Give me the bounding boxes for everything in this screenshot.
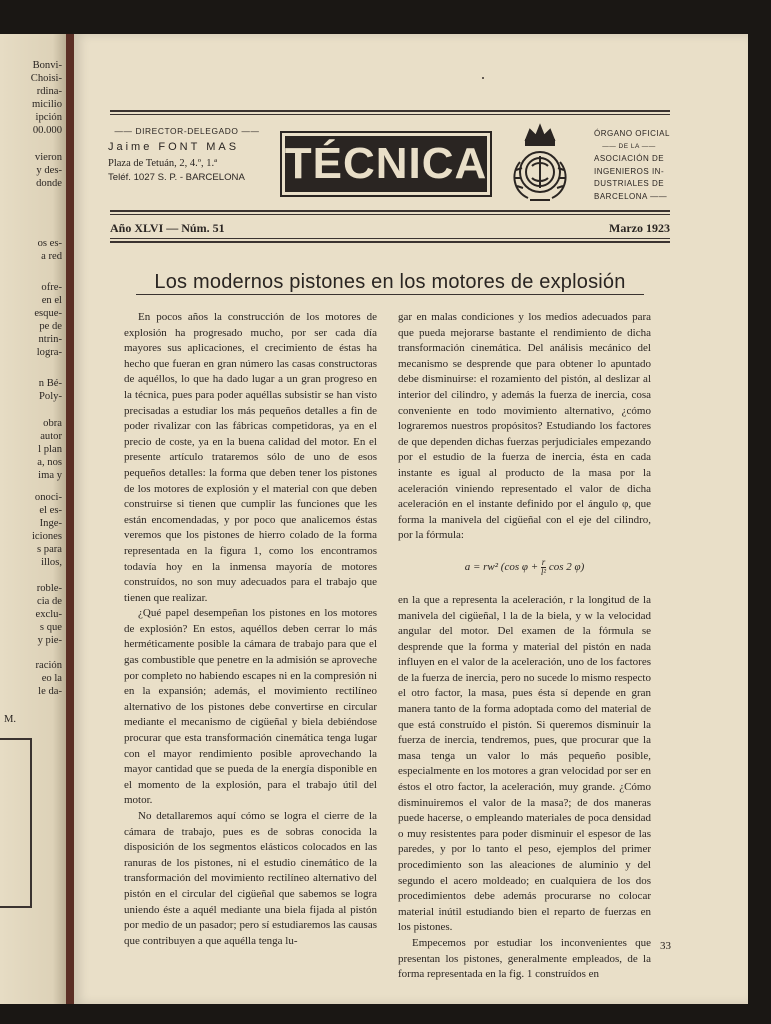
previous-page-fragment: [0, 34, 68, 1004]
acceleration-formula: [398, 558, 651, 577]
top-rule-thin: [110, 114, 670, 115]
organ-line: INGENIEROS IN-: [594, 166, 665, 176]
article-column-left: [124, 310, 377, 949]
masthead-title: TÉCNICA: [284, 139, 488, 188]
prev-page-text-fragment: s que: [39, 622, 62, 633]
prev-page-text-fragment: Poly-: [39, 391, 62, 402]
prev-page-text-fragment: vieron: [34, 152, 62, 163]
association-emblem-icon: [506, 122, 574, 210]
prev-page-text-fragment: y des-: [36, 165, 62, 176]
prev-page-text-fragment: esque-: [34, 308, 62, 319]
formula-denominator: l²: [540, 566, 547, 577]
speck: [482, 77, 484, 79]
issue-date: Marzo 1923: [609, 221, 670, 235]
prev-page-text-fragment: obra: [43, 418, 62, 429]
prev-page-text-fragment: ración: [35, 660, 62, 671]
prev-page-text-fragment: eo la: [41, 673, 62, 684]
formula-rhs: cos 2 φ): [546, 560, 585, 573]
prev-page-text-fragment: a red: [41, 251, 62, 262]
prev-page-text-fragment: l plan: [38, 444, 62, 455]
prev-page-text-fragment: exclu-: [35, 609, 62, 620]
organ-line: DUSTRIALES DE: [594, 179, 665, 188]
mid-rule-thick: [110, 210, 670, 212]
paragraph: Empecemos por estudiar los inconvenientes que presentan los pistones, generalmente empleados, de la forma representada en la fig. 1 construídos en: [398, 936, 651, 981]
paragraph: No detallaremos aquí cómo se logra el cierre de la cámara de trabajo, pues es de sobras conocida la disposición de los segmentos elásticos colocados en las ranuras de los pistones, ni el estudio cinemático de la transformación del movimiento rectilíneo alternativo del pistón en el circular del cigüeñal que sabemos se logra uniendo éste a aquél mediante una biela fijada al pistón por medio de un pasador; pero sí estudiaremos las causas que contribuyen a que aquélla tenga lu-: [124, 810, 377, 947]
prev-page-text-fragment: rdina-: [36, 86, 62, 97]
issue-rule-thin: [110, 238, 670, 239]
article-title: Los modernos pistones en los motores de explosión: [154, 271, 626, 293]
organ-line: —— DE LA ——: [602, 142, 656, 150]
mid-rule-thin: [110, 214, 670, 215]
issue-rule-thick: [110, 241, 670, 243]
formula-lhs: a = rw² (cos φ +: [464, 560, 541, 573]
prev-page-text-fragment: 00.000: [32, 125, 62, 136]
prev-page-text-fragment: a, nos: [37, 457, 62, 468]
director-block: [108, 126, 268, 183]
prev-page-text-fragment: Bonvi-: [32, 60, 62, 71]
prev-page-text-fragment: logra-: [36, 347, 62, 358]
prev-page-text-fragment: ofre-: [41, 282, 62, 293]
prev-page-text-fragment: M.: [4, 714, 17, 725]
paragraph: ¿Qué papel desempeñan los pistones en los motores de explosión? En estos, aquéllos deben cerrar lo más herméticamente posible la cámara de trabajo para que el gas combustible que penetre en la admisión se aproveche por completo no habiendo escapes ni en la compresión ni en la expansión; además, el movimiento rectilíneo alternativo de los pistones debe convertirse en circular mediante el mecanismo de cigüeñal y biela debiéndose procurar que esta transformación cinemática tenga lugar con el mayor rendimiento posible aprovechando la mayor cantidad que se pueda de la energía disponible en el momento de la explosión, para el trabajo útil del motor.: [124, 607, 377, 807]
prev-page-text-fragment: onoci-: [34, 492, 62, 503]
prev-page-text-fragment: y pie-: [37, 635, 62, 646]
phone-city: Teléf. 1027 S. P. - BARCELONA: [108, 172, 245, 183]
prev-page-text-fragment: le da-: [38, 686, 62, 697]
paragraph: en la que a representa la aceleración, r la longitud de la manivela del cigüeñal, l la de la biela, y w la velocidad angular del motor. Del examen de la fórmula se desprende que la forma y material del pistón en nada influyen en el valor de la aceleración, uno de los factores de la fuerza de inercia, pero no sucede lo mismo respecto el otro factor, la masa, pues ésta sí depende en gran manera tanto de la forma adoptada como del material de que está construído el pistón. Si queremos disminuir la fuerza de inercia, tendremos, pues, que procurar que la masa tenga un valor lo más pequeño posible, especialmente en los motores a gran velocidad por ser en éstos el otro factor, la aceleración, muy grande. ¿Cómo disminuiremos el valor de la masa?; de dos maneras puede hacerse, o empleando materiales de poca densidad o muy resistentes para poder disminuir el espesor de las paredes, y por lo tanto el peso, ejemplos del primer procedimiento son las aleaciones de aluminio y del segundo el acero moldeado; en cualquiera de los dos procedimientos debe además procurarse no colocar material inútil estudiando bien el reparto de fuerzas en los pistones.: [398, 593, 651, 934]
prev-page-text-fragment: illos,: [41, 557, 62, 568]
paragraph: gar en malas condiciones y los medios adecuados para que pueda mejorarse bastante el rendimiento de dicha transformación cinemática. Del análisis mecánico del mecanismo se desprende que para obtener lo apuntado debe disminuirse: el rozamiento del pistón, al deslizar al interior del cilindro, y además la fuerza de inercia, cosa conveniente en todo movimiento alternativo, ¿cómo lograremos nuestros propósitos? Estudiando los factores de que dependen dichas fuerzas perjudiciales empezando por el estudio de la fuerza de inercia, ésta en cada instante es igual al producto de la masa por la aceleración viniendo representado el valor de dicha aceleración en el instante definido por el ángulo φ, que forma la manivela del cigüeñal con el eje del cilindro, por la fórmula:: [398, 311, 651, 542]
organ-line: ASOCIACIÓN DE: [594, 154, 665, 163]
prev-page-text-fragment: ipción: [35, 112, 62, 123]
director-name: Jaime FONT MAS: [108, 141, 240, 153]
official-organ-block: [594, 128, 698, 203]
title-underline: [136, 294, 644, 295]
prev-page-text-fragment: iciones: [31, 531, 62, 542]
article-column-right: [398, 310, 651, 983]
prev-page-text-fragment: s para: [37, 544, 62, 555]
prev-page-ornament-box: [0, 738, 32, 908]
issue-number: Año XLVI — Núm. 51: [110, 221, 225, 235]
paragraph: En pocos años la construcción de los motores de explosión ha progresado mucho, por ser cada día mayores sus aplicaciones, el crecimiento de éstas ha hecho que fueran en gran número las casas constructoras de aquéllos, lo que ha dado lugar a un gran progreso en la técnica, pues para poder aquéllas subsistir se han visto precisadas a estudiar los más pequeños detalles a fin de poder rivalizar con las fábricas competidoras, ya en el precio de coste, ya en la buena calidad del motor. En el presente artículo trataremos sólo de uno de esos pequeños detalles: la forma que deben tener los pistones de los motores de explosión y el material con que deben construirse si tienen que cumplir las funciones que les están encomendadas, y por poco que analicemos éstas veremos que los pistones de hierro colado de la forma representada en la figura 1, como los encontramos todavía hoy en la inmensa mayoría de motores construídos, no son muy adecuados para el trabajo que tienen que realizar.: [124, 311, 377, 604]
prev-page-text-fragment: Choisi-: [30, 73, 62, 84]
page-number: 33: [660, 940, 671, 952]
prev-page-text-fragment: roble-: [36, 583, 62, 594]
prev-page-text-fragment: cia de: [37, 596, 62, 607]
prev-page-text-fragment: n Bé-: [38, 378, 62, 389]
prev-page-text-fragment: os es-: [37, 238, 62, 249]
top-rule-thick: [110, 110, 670, 112]
prev-page-text-fragment: ntrin-: [38, 334, 62, 345]
prev-page-text-fragment: donde: [36, 178, 62, 189]
prev-page-text-fragment: el es-: [39, 505, 62, 516]
formula-numerator: r: [541, 556, 546, 567]
director-label: —— DIRECTOR-DELEGADO ——: [114, 126, 260, 136]
prev-page-text-fragment: ima y: [38, 470, 62, 481]
journal-page: [74, 34, 748, 1004]
organ-line: BARCELONA ——: [594, 191, 668, 201]
masthead-box: [280, 131, 492, 197]
prev-page-text-fragment: en el: [41, 295, 62, 306]
prev-page-text-fragment: pe de: [39, 321, 62, 332]
organ-line: ÓRGANO OFICIAL: [594, 129, 670, 138]
prev-page-text-fragment: autor: [40, 431, 62, 442]
prev-page-text-fragment: Inge-: [39, 518, 62, 529]
address: Plaza de Tetuán, 2, 4.º, 1.ª: [108, 158, 218, 169]
prev-page-text-fragment: micilio: [31, 99, 62, 110]
